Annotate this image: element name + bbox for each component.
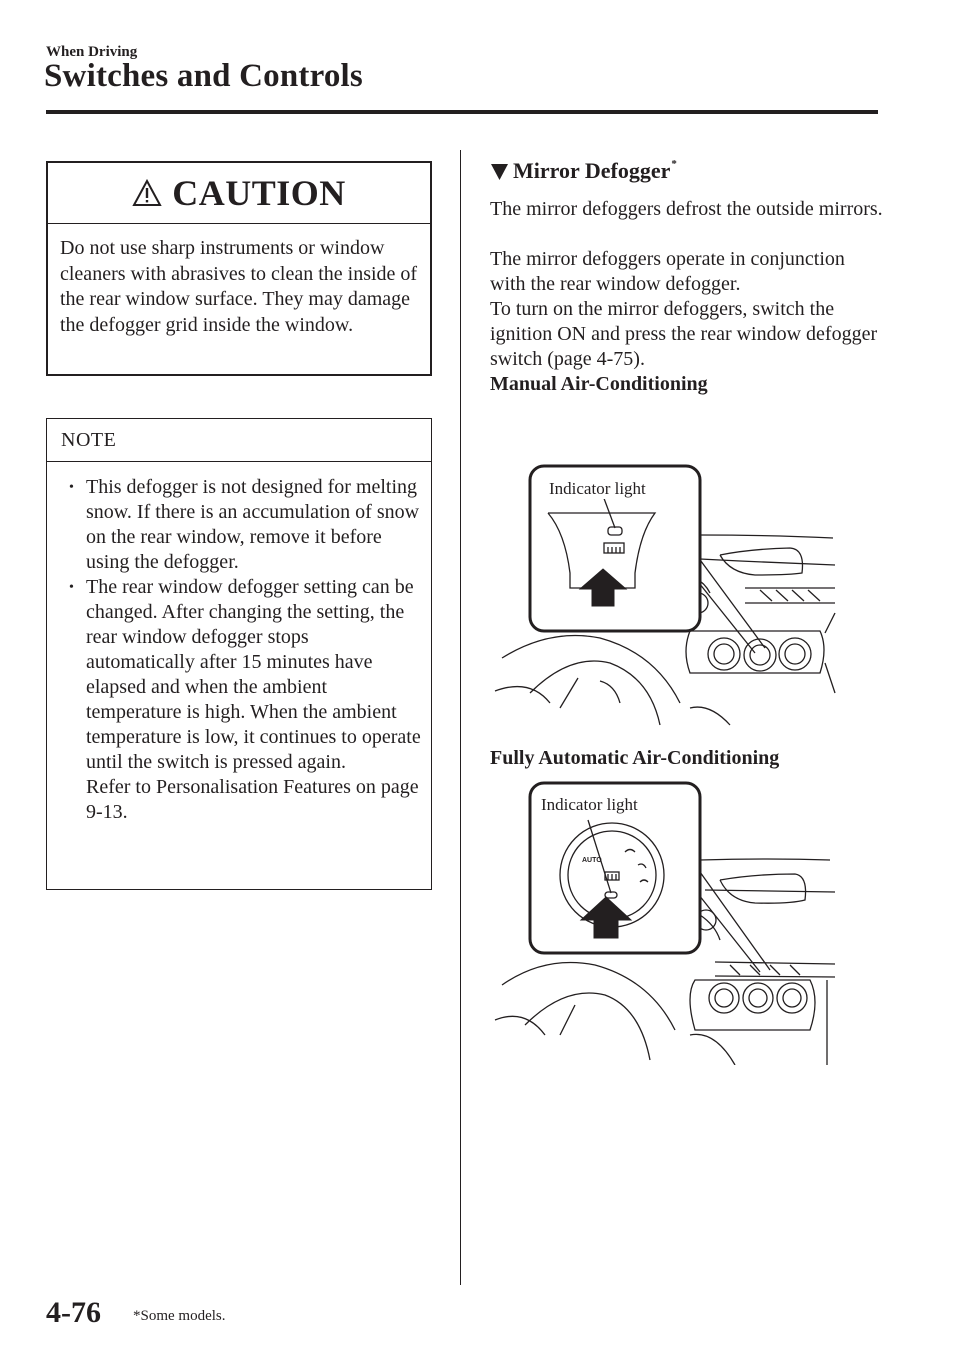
footnote: *Some models. [133,1308,226,1324]
note-title: NOTE [47,419,431,462]
auto-dashboard-drawing [490,780,870,1065]
caution-header [48,163,430,224]
mirror-defogger-title: Mirror Defogger [513,158,671,183]
header-rule [46,110,878,114]
note-item [69,575,421,825]
warning-triangle-icon [132,179,162,207]
note-item-text: The rear window defogger setting can be changed. After changing the setting, the rear window defogger stops automatically after 15 minutes have elapsed and when the ambient temperature is high. When the ambient temperature is low, it continues to operate until the switch is pressed again. [86,576,421,773]
paragraph-defrost: The mirror defoggers defrost the outside mirrors. [490,198,883,220]
manual-ac-title: Manual Air-Conditioning [490,373,708,395]
auto-indicator-label: Indicator light [541,795,638,814]
chapter-title: Switches and Controls [44,58,363,94]
mirror-defogger-section [490,158,885,397]
section-label: When Driving [46,44,138,60]
note-item [69,475,421,575]
column-divider [460,150,461,1285]
caution-text: Do not use sharp instruments or window cleaners with abrasives to clean the inside of the rear window surface. They may damage the defogger grid inside the window. [60,237,418,336]
manual-indicator-label: Indicator light [549,479,646,498]
note-item-text: This defogger is not designed for melting snow. If there is an accumulation of snow on the rear window, remove it before using the defogger. [86,476,420,573]
mirror-defogger-heading [490,158,885,184]
auto-ac-title: Fully Automatic Air-Conditioning [490,747,780,769]
manual-ac-illustration [490,463,870,738]
manual-dashboard-drawing [490,463,870,738]
paragraph-conjunction: The mirror defoggers operate in conjunction with the rear window defogger. [490,248,845,295]
paragraph-turn-on: To turn on the mirror defoggers, switch the ignition ON and press the rear window defogger switch (page 4-75). [490,298,878,370]
caution-title: CAUTION [172,173,346,213]
auto-ac-illustration [490,780,870,1065]
note-list [47,462,431,825]
auto-knob-label: AUTO [582,857,602,864]
caution-box [46,161,432,376]
page-number: 4-76 [46,1296,101,1329]
section-triangle-icon [490,163,509,181]
note-reference: Refer to Personalisation Features on page 9-13. [86,776,419,823]
note-box [46,418,432,890]
asterisk-mark: * [671,158,677,170]
